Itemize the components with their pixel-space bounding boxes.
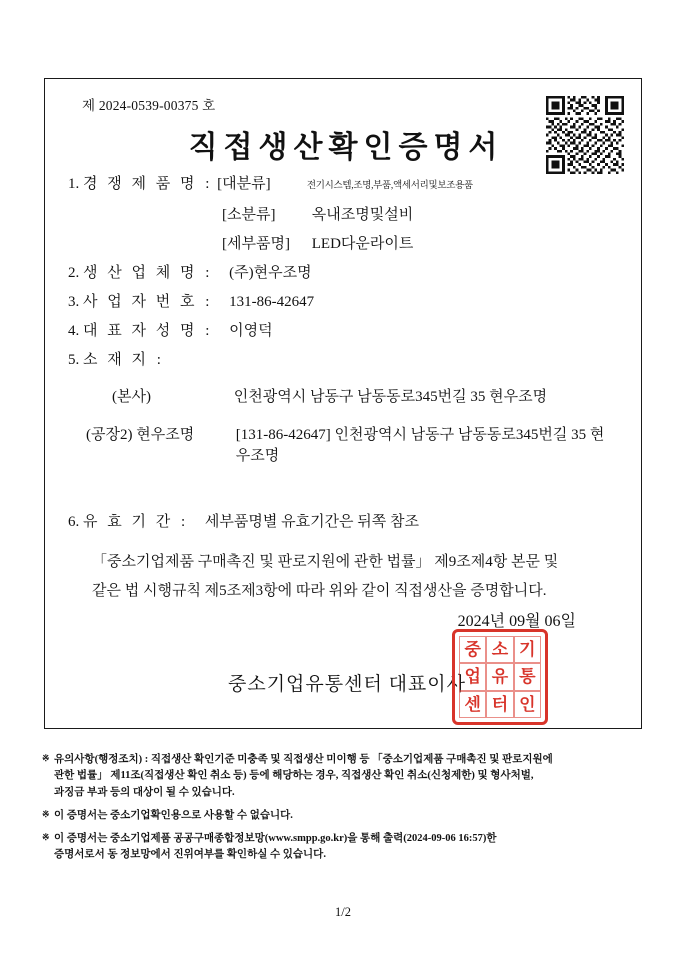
field-colon: : — [205, 176, 210, 192]
legal-text-line-2: 같은 법 시행규칙 제5조제3항에 따라 위와 같이 직접생산을 증명합니다. — [92, 583, 547, 599]
location-headquarters — [112, 385, 547, 406]
company-name-value: (주)현우조명 — [229, 265, 312, 281]
field-number: 3. — [68, 294, 80, 310]
field-validity-period — [68, 510, 419, 531]
page-number: 1/2 — [335, 905, 351, 919]
field-number: 1. — [68, 176, 80, 192]
issue-date: 2024년 09월 06일 — [457, 613, 576, 630]
validity-period-value: 세부품명별 유효기간은 뒤쪽 참조 — [204, 514, 420, 530]
field-competitive-product — [68, 172, 473, 193]
note-line: 관한 법률」 제11조(직접생산 확인 취소 등) 등에 해당하는 경우, 직접생산 확인 취소(신청제한) 및 형사처벌, — [54, 770, 534, 782]
category-sub-value: 옥내조명및설비 — [311, 207, 414, 223]
field-detail-product — [222, 232, 413, 253]
bullet-icon: ※ — [42, 753, 50, 763]
field-colon: : — [205, 294, 210, 310]
bullet-icon: ※ — [42, 808, 50, 819]
legal-text-line-1: 「중소기업제품 구매촉진 및 판로지원에 관한 법률」 제9조제4항 본문 및 — [92, 554, 559, 570]
note-item — [40, 831, 650, 864]
field-label: 경 쟁 제 품 명 — [83, 176, 198, 192]
headquarters-label: (본사) — [112, 389, 151, 405]
seal-char: 통 — [514, 663, 541, 690]
field-label: 대 표 자 성 명 — [83, 323, 198, 339]
field-label: 소 재 지 — [83, 352, 149, 368]
field-subcategory — [222, 203, 413, 224]
field-label: 사 업 자 번 호 — [83, 294, 198, 310]
bullet-icon: ※ — [42, 832, 50, 843]
seal-char: 업 — [459, 663, 486, 690]
issuer-name: 중소기업유통센터 대표이사 — [228, 674, 466, 695]
note-line: 유의사항(행정조치) : 직접생산 확인기준 미충족 및 직접생산 미이행 등 「중소기업제품 구매촉진 및 판로지원에 — [54, 754, 553, 765]
seal-char: 센 — [459, 691, 486, 718]
document-number: 제 2024-0539-00375 호 — [82, 98, 216, 113]
note-line: 과징금 부과 등의 대상이 될 수 있습니다. — [54, 786, 235, 798]
note-line: 증명서로서 동 정보망에서 진위여부를 확인하실 수 있습니다. — [54, 849, 326, 861]
note-line: 이 증명서는 중소기업제품 공공구매종합정보망(www.smpp.go.kr)을 통해 출력(2024-09-06 16:57)한 — [54, 833, 497, 845]
seal-characters — [459, 636, 541, 718]
category-sub-label: [소분류] — [222, 207, 276, 223]
field-colon: : — [180, 514, 186, 530]
page-title: 직접생산확인증명서 — [188, 131, 504, 164]
note-item — [40, 808, 650, 824]
seal-char: 중 — [459, 636, 486, 663]
field-colon: : — [205, 265, 210, 281]
field-number: 2. — [68, 265, 80, 281]
field-business-number — [68, 290, 314, 311]
field-number: 6. — [68, 514, 80, 530]
seal-char: 인 — [514, 691, 541, 718]
location-plant — [86, 423, 626, 465]
field-label: 유 효 기 간 — [83, 514, 174, 530]
category-main-label: [대분류] — [217, 176, 271, 192]
official-seal-stamp — [452, 629, 548, 725]
category-detail-label: [세부품명] — [222, 236, 290, 252]
representative-value: 이영덕 — [229, 323, 273, 339]
business-number-value: 131-86-42647 — [229, 294, 315, 310]
field-number: 4. — [68, 323, 80, 339]
plant-label: (공장2) 현우조명 — [86, 427, 195, 443]
plant-value: [131-86-42647] 인천광역시 남동구 남동동로345번길 35 현우조명 — [235, 427, 605, 464]
headquarters-value: 인천광역시 남동구 남동동로345번길 35 현우조명 — [233, 389, 548, 405]
field-representative — [68, 319, 273, 340]
field-company-name — [68, 261, 312, 282]
field-colon: : — [205, 323, 210, 339]
field-label: 생 산 업 체 명 — [83, 265, 198, 281]
field-location — [68, 348, 165, 369]
category-main-value: 전기시스템,조명,부품,액세서리및보조용품 — [306, 181, 473, 191]
seal-char: 기 — [514, 636, 541, 663]
seal-char: 유 — [486, 663, 513, 690]
note-line: 이 증명서는 중소기업확인용으로 사용할 수 없습니다. — [54, 809, 293, 821]
field-colon: : — [156, 352, 161, 368]
footer-notes — [40, 752, 650, 871]
seal-char: 터 — [486, 691, 513, 718]
note-item — [40, 752, 650, 801]
field-number: 5. — [68, 352, 80, 368]
category-detail-value: LED다운라이트 — [311, 236, 414, 252]
seal-char: 소 — [486, 636, 513, 663]
